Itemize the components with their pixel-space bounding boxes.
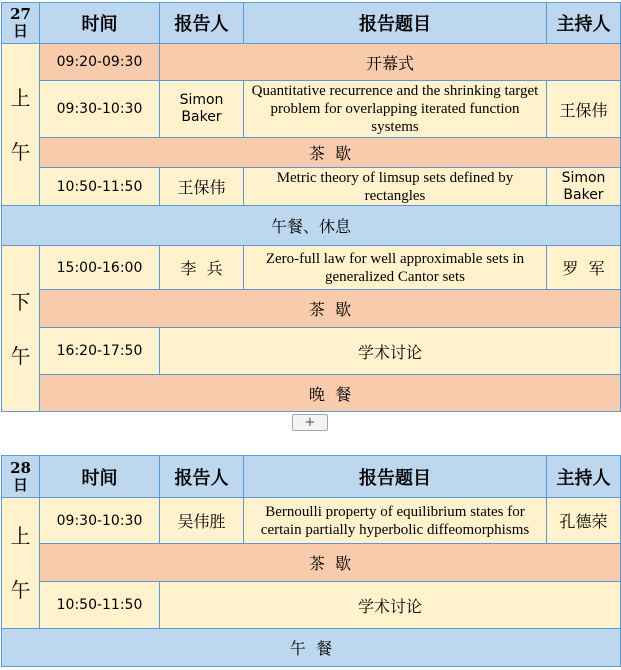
host-cell: 罗 军 xyxy=(547,246,621,290)
header-row xyxy=(2,3,621,44)
afternoon-label: 下 午 xyxy=(2,246,40,412)
header-time: 时间 xyxy=(40,3,160,44)
title-cell: Bernoulli property of equilibrium states for certain partially hyperbolic diffeomorphisms xyxy=(244,498,547,544)
header-title: 报告题目 xyxy=(244,3,547,44)
morning-label: 上 午 xyxy=(2,44,40,206)
time-cell: 10:50-11:50 xyxy=(40,582,160,629)
table-row xyxy=(2,168,621,206)
title-cell: Quantitative recurrence and the shrinking target problem for overlapping iterated function systems xyxy=(244,81,547,138)
table-row xyxy=(2,375,621,412)
table-row xyxy=(2,582,621,629)
speaker-cell: 吴伟胜 xyxy=(160,498,244,544)
table-row xyxy=(2,246,621,290)
event-cell: 午餐、休息 xyxy=(2,206,621,246)
header-row xyxy=(2,456,621,498)
time-cell: 15:00-16:00 xyxy=(40,246,160,290)
event-cell: 学术讨论 xyxy=(160,328,621,375)
table-row xyxy=(2,44,621,81)
table-row xyxy=(2,138,621,168)
host-cell: 孔德荣 xyxy=(547,498,621,544)
header-speaker: 报告人 xyxy=(160,456,244,498)
host-cell: Simon Baker xyxy=(547,168,621,206)
table-row xyxy=(2,498,621,544)
table-row xyxy=(2,328,621,375)
schedule-table-day27 xyxy=(1,2,621,412)
event-cell: 茶 歇 xyxy=(40,290,621,328)
schedule-table-day28 xyxy=(1,455,621,667)
time-cell: 16:20-17:50 xyxy=(40,328,160,375)
header-host: 主持人 xyxy=(547,3,621,44)
speaker-cell: 李 兵 xyxy=(160,246,244,290)
morning-label: 上 午 xyxy=(2,498,40,629)
header-host: 主持人 xyxy=(547,456,621,498)
time-cell: 09:30-10:30 xyxy=(40,498,160,544)
time-cell: 09:30-10:30 xyxy=(40,81,160,138)
speaker-cell: Simon Baker xyxy=(160,81,244,138)
table-row xyxy=(2,290,621,328)
header-speaker: 报告人 xyxy=(160,3,244,44)
event-cell: 学术讨论 xyxy=(160,582,621,629)
table-row xyxy=(2,81,621,138)
table-row xyxy=(2,629,621,667)
add-row-button[interactable]: + xyxy=(292,414,328,431)
day-label: 28 日 xyxy=(2,456,40,498)
title-cell: Zero-full law for well approximable sets in generalized Cantor sets xyxy=(244,246,547,290)
table-row xyxy=(2,206,621,246)
event-cell: 午 餐 xyxy=(2,629,621,667)
event-cell: 茶 歇 xyxy=(40,138,621,168)
speaker-cell: 王保伟 xyxy=(160,168,244,206)
title-cell: Metric theory of limsup sets defined by rectangles xyxy=(244,168,547,206)
header-time: 时间 xyxy=(40,456,160,498)
time-cell: 09:20-09:30 xyxy=(40,44,160,81)
event-cell: 茶 歇 xyxy=(40,544,621,582)
event-cell: 晚 餐 xyxy=(40,375,621,412)
time-cell: 10:50-11:50 xyxy=(40,168,160,206)
header-title: 报告题目 xyxy=(244,456,547,498)
event-cell: 开幕式 xyxy=(160,44,621,81)
day-label: 27 日 xyxy=(2,3,40,44)
host-cell: 王保伟 xyxy=(547,81,621,138)
table-row xyxy=(2,544,621,582)
